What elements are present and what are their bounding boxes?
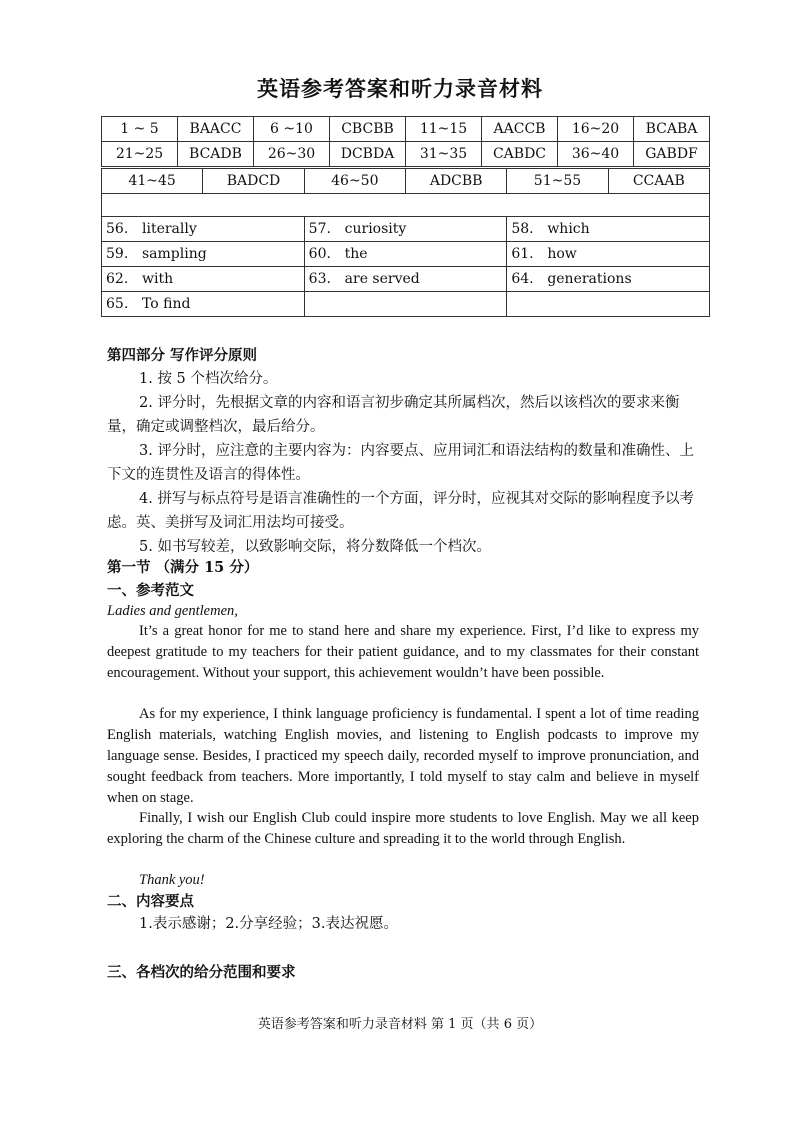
table-cell: 58. which	[507, 217, 710, 242]
answer-table-choice	[101, 116, 710, 167]
table-cell: GABDF	[634, 142, 710, 167]
table-cell: CBCBB	[330, 117, 406, 142]
table-cell: 60. the	[304, 242, 507, 267]
grades-heading: 三、各档次的给分范围和要求	[107, 964, 296, 981]
greeting: Ladies and gentlemen,	[107, 603, 238, 619]
points-heading: 二、内容要点	[107, 893, 194, 910]
table-cell: 26~30	[254, 142, 330, 167]
rule-2: 2. 评分时，先根据文章的内容和语言初步确定其所属档次，然后以该档次的要求来衡量，确定或调整档次，最后给分。	[107, 395, 680, 435]
table-cell: 62. with	[102, 267, 305, 292]
table-cell: 61. how	[507, 242, 710, 267]
table-cell: 31~35	[406, 142, 482, 167]
table-cell: 16~20	[558, 117, 634, 142]
table-row	[102, 142, 710, 167]
section-1-heading: 第一节 （满分 15 分）	[107, 559, 259, 576]
table-cell: BCABA	[634, 117, 710, 142]
table-cell	[304, 292, 507, 317]
table-cell: 21~25	[102, 142, 178, 167]
rule-4: 4. 拼写与标点符号是语言准确性的一个方面，评分时，应视其对交际的影响程度予以考虑。英、美拼写及词汇用法均可接受。	[107, 491, 694, 531]
table-cell	[507, 292, 710, 317]
table-row	[102, 242, 710, 267]
table-cell: CCAAB	[608, 169, 709, 194]
table-cell: BADCD	[203, 169, 304, 194]
part4-title: 第四部分 写作评分原则	[107, 347, 258, 364]
page-title: 英语参考答案和听力录音材料	[257, 76, 543, 101]
table-cell: 64. generations	[507, 267, 710, 292]
table-cell: 63. are served	[304, 267, 507, 292]
closing: Thank you!	[139, 872, 205, 888]
table-cell: BAACC	[178, 117, 254, 142]
answer-table-fill	[101, 193, 710, 317]
table-row	[102, 117, 710, 142]
table-cell: 36~40	[558, 142, 634, 167]
essay-paragraph-3: Finally, I wish our English Club could inspire more students to love English. May we all keep exploring the charm of the Chinese culture and spreading it to the world through English.	[107, 810, 699, 847]
table-row	[102, 217, 710, 242]
table-cell: 65. To find	[102, 292, 305, 317]
table-cell: 56. literally	[102, 217, 305, 242]
essay-paragraph-1: It’s a great honor for me to stand here and share my experience. First, I’d like to express my deepest gratitude to my teachers for their patient guidance, and to my classmates for their constant encouragement. Without your support, this achievement wouldn’t have been possible.	[107, 623, 699, 681]
table-row	[102, 194, 710, 217]
table-row	[102, 267, 710, 292]
table-cell: CABDC	[482, 142, 558, 167]
sample-heading: 一、参考范文	[107, 582, 194, 599]
table-cell: 11~15	[406, 117, 482, 142]
rule-1: 1. 按 5 个档次给分。	[139, 371, 278, 387]
table-row	[102, 169, 710, 194]
page-footer: 英语参考答案和听力录音材料 第 1 页（共 6 页）	[257, 1017, 543, 1032]
rule-3: 3. 评分时，应注意的主要内容为：内容要点、应用词汇和语法结构的数量和准确性、上下文的连贯性及语言的得体性。	[107, 443, 694, 483]
rule-5: 5. 如书写较差，以致影响交际，将分数降低一个档次。	[139, 539, 491, 555]
table-cell: BCADB	[178, 142, 254, 167]
table-cell: AACCB	[482, 117, 558, 142]
essay-paragraph-2: As for my experience, I think language proficiency is fundamental. I spent a lot of time reading English materials, watching English movies, and listening to English podcasts to improve my language sense. Besides, I practiced my speech daily, recorded myself to improve pronunciation, and sought feedback from teachers. More importantly, I told myself to stay calm and believe in myself when on stage.	[107, 706, 699, 806]
table-cell: 51~55	[507, 169, 608, 194]
table-cell: 46~50	[304, 169, 405, 194]
table-cell: 1 ~ 5	[102, 117, 178, 142]
table-cell: DCBDA	[330, 142, 406, 167]
content-points: 1.表示感谢；2.分享经验；3.表达祝愿。	[139, 916, 399, 932]
table-cell: 6 ~10	[254, 117, 330, 142]
table-cell: ADCBB	[405, 169, 506, 194]
answer-table-cloze	[101, 168, 710, 194]
table-cell: 59. sampling	[102, 242, 305, 267]
table-row	[102, 292, 710, 317]
blank-row	[102, 194, 710, 217]
table-cell: 57. curiosity	[304, 217, 507, 242]
table-cell: 41~45	[102, 169, 203, 194]
